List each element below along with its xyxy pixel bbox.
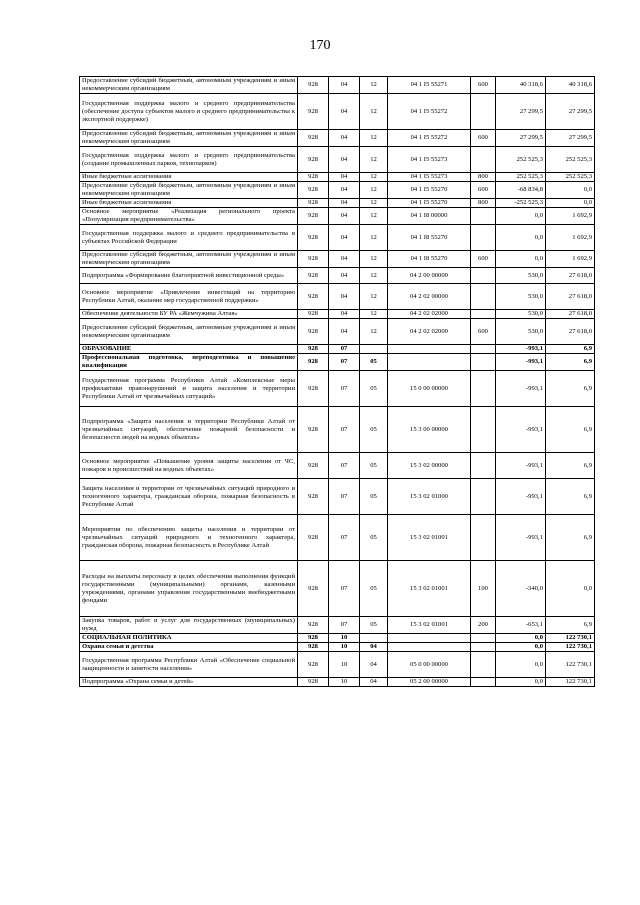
row-target-code: 04 1 I5 55273 (388, 173, 471, 182)
row-code: 928 (298, 284, 329, 310)
table-row (80, 310, 595, 319)
row-expense-type (471, 208, 496, 225)
row-expense-type (471, 479, 496, 515)
row-section: 07 (329, 617, 360, 634)
row-target-code: 15 3 02 01001 (388, 561, 471, 617)
row-amount-2: 6,9 (546, 371, 595, 407)
row-amount-2: 0,0 (546, 182, 595, 199)
row-subsection: 12 (360, 319, 388, 345)
row-amount-2: 27 618,0 (546, 284, 595, 310)
row-subsection: 05 (360, 354, 388, 371)
table-row (80, 208, 595, 225)
row-expense-type: 600 (471, 130, 496, 147)
row-section: 04 (329, 284, 360, 310)
row-name: Основное мероприятие «Привлечение инвестиций на территорию Республики Алтай, оказание мер государственной поддержки» (80, 284, 298, 310)
row-amount-2: 252 525,3 (546, 173, 595, 182)
row-amount-1: 0,0 (496, 208, 546, 225)
row-amount-1: 252 525,3 (496, 147, 546, 173)
row-target-code: 15 3 02 01001 (388, 617, 471, 634)
row-code: 928 (298, 371, 329, 407)
row-amount-2: 1 692,9 (546, 251, 595, 268)
row-target-code: 15 3 02 00000 (388, 453, 471, 479)
table-row (80, 94, 595, 130)
row-amount-1: -993,1 (496, 345, 546, 354)
row-expense-type: 800 (471, 173, 496, 182)
row-target-code: 04 1 I5 55271 (388, 77, 471, 94)
row-name: Подпрограмма «Защита населения и территории Республики Алтай от чрезвычайных ситуаций, обеспечение пожарной безопасности и безопасности людей на водных объектах» (80, 407, 298, 453)
row-name: Закупка товаров, работ и услуг для государственных (муниципальных) нужд (80, 617, 298, 634)
row-target-code: 04 2 00 00000 (388, 268, 471, 284)
row-expense-type (471, 652, 496, 678)
row-amount-1: 0,0 (496, 652, 546, 678)
row-subsection (360, 345, 388, 354)
row-target-code: 15 3 02 01001 (388, 515, 471, 561)
row-target-code: 04 1 I5 55270 (388, 182, 471, 199)
row-section: 07 (329, 371, 360, 407)
table-row (80, 173, 595, 182)
row-code: 928 (298, 147, 329, 173)
row-amount-1: -252 525,3 (496, 199, 546, 208)
row-target-code: 04 1 I8 55270 (388, 251, 471, 268)
row-target-code: 04 2 02 02000 (388, 319, 471, 345)
row-amount-1: 0,0 (496, 634, 546, 643)
row-section: 10 (329, 643, 360, 652)
row-section: 04 (329, 94, 360, 130)
table-row (80, 561, 595, 617)
table-row (80, 617, 595, 634)
row-amount-1: -340,0 (496, 561, 546, 617)
row-amount-1: 530,0 (496, 268, 546, 284)
row-name: Основное мероприятие «Повышение уровня защиты населения от ЧС, пожаров и происшествий на водных объектах» (80, 453, 298, 479)
row-subsection: 05 (360, 515, 388, 561)
row-subsection: 12 (360, 130, 388, 147)
row-expense-type (471, 453, 496, 479)
row-subsection: 12 (360, 173, 388, 182)
row-section: 10 (329, 678, 360, 687)
row-subsection: 05 (360, 561, 388, 617)
row-target-code: 04 1 I5 55273 (388, 147, 471, 173)
row-name: Государственная программа Республики Алтай «Обеспечение социальной защищенности и занятости населения» (80, 652, 298, 678)
row-code: 928 (298, 561, 329, 617)
row-target-code: 04 1 I5 55270 (388, 199, 471, 208)
row-amount-2: 122 730,1 (546, 634, 595, 643)
row-name: Предоставление субсидий бюджетным, автономным учреждениям и иным некоммерческим организациям (80, 319, 298, 345)
table-row (80, 319, 595, 345)
row-subsection: 12 (360, 199, 388, 208)
row-expense-type: 100 (471, 561, 496, 617)
row-section: 07 (329, 479, 360, 515)
row-code: 928 (298, 182, 329, 199)
row-name: ОБРАЗОВАНИЕ (80, 345, 298, 354)
row-code: 928 (298, 130, 329, 147)
row-amount-2: 0,0 (546, 561, 595, 617)
row-expense-type (471, 678, 496, 687)
row-subsection: 12 (360, 182, 388, 199)
row-name: Защита населения и территории от чрезвычайных ситуаций природного и техногенного характера, гражданская оборона, пожарная безопасность в Республике Алтай (80, 479, 298, 515)
row-target-code: 05 2 00 00000 (388, 678, 471, 687)
table-row (80, 251, 595, 268)
row-subsection: 12 (360, 94, 388, 130)
row-amount-2: 6,9 (546, 407, 595, 453)
row-code: 928 (298, 354, 329, 371)
row-subsection: 05 (360, 371, 388, 407)
row-code: 928 (298, 94, 329, 130)
row-subsection: 04 (360, 652, 388, 678)
row-amount-2: 27 618,0 (546, 310, 595, 319)
row-target-code (388, 354, 471, 371)
row-target-code: 05 0 00 00000 (388, 652, 471, 678)
row-amount-2: 1 692,9 (546, 208, 595, 225)
row-subsection: 12 (360, 268, 388, 284)
row-expense-type (471, 310, 496, 319)
row-section: 07 (329, 515, 360, 561)
row-amount-1: 0,0 (496, 225, 546, 251)
row-amount-1: -993,1 (496, 479, 546, 515)
row-name: СОЦИАЛЬНАЯ ПОЛИТИКА (80, 634, 298, 643)
table-row (80, 479, 595, 515)
row-amount-1: 530,0 (496, 310, 546, 319)
row-amount-2: 6,9 (546, 617, 595, 634)
row-amount-1: 0,0 (496, 251, 546, 268)
row-amount-2: 27 618,0 (546, 268, 595, 284)
row-amount-1: 27 299,5 (496, 130, 546, 147)
row-section: 04 (329, 319, 360, 345)
row-amount-2: 27 299,5 (546, 94, 595, 130)
row-target-code: 04 2 02 00000 (388, 284, 471, 310)
row-amount-2: 122 730,1 (546, 652, 595, 678)
table-row (80, 515, 595, 561)
row-code: 928 (298, 173, 329, 182)
row-amount-1: 27 299,5 (496, 94, 546, 130)
row-expense-type (471, 268, 496, 284)
row-amount-1: 40 318,6 (496, 77, 546, 94)
table-row (80, 199, 595, 208)
row-name: Мероприятия по обеспечению защиты населения и территории от чрезвычайных ситуаций природного и техногенного характера, гражданская оборона, пожарная безопасность в Республике Алтай (80, 515, 298, 561)
row-name: Предоставление субсидий бюджетным, автономным учреждениям и иным некоммерческим организациям (80, 130, 298, 147)
page-number: 170 (309, 38, 331, 53)
row-code: 928 (298, 225, 329, 251)
row-name: Подпрограмма «Формирование благоприятной инвестиционной среды» (80, 268, 298, 284)
row-subsection (360, 634, 388, 643)
table-row (80, 643, 595, 652)
row-amount-1: -993,1 (496, 354, 546, 371)
row-name: Иные бюджетные ассигнования (80, 199, 298, 208)
row-name: Государственная поддержка малого и среднего предпринимательства (создание промышленных парков, технопарков) (80, 147, 298, 173)
row-section: 07 (329, 345, 360, 354)
row-code: 928 (298, 251, 329, 268)
row-subsection: 05 (360, 479, 388, 515)
table-row (80, 407, 595, 453)
table-row (80, 284, 595, 310)
table-row (80, 354, 595, 371)
row-name: Иные бюджетные ассигнования (80, 173, 298, 182)
row-subsection: 05 (360, 407, 388, 453)
row-name: Обеспечение деятельности БУ РА «Жемчужина Алтая» (80, 310, 298, 319)
row-name: Подпрограмма «Охрана семьи и детей» (80, 678, 298, 687)
row-name: Государственная поддержка малого и среднего предпринимательства (обеспечение доступа субъектов малого и среднего предпринимательства к экспортной поддержке) (80, 94, 298, 130)
row-amount-2: 27 618,0 (546, 319, 595, 345)
row-code: 928 (298, 208, 329, 225)
row-expense-type (471, 94, 496, 130)
row-target-code: 15 3 02 01000 (388, 479, 471, 515)
row-section: 04 (329, 208, 360, 225)
row-expense-type (471, 345, 496, 354)
table-row (80, 225, 595, 251)
row-amount-1: -993,1 (496, 453, 546, 479)
row-code: 928 (298, 199, 329, 208)
row-code: 928 (298, 678, 329, 687)
row-code: 928 (298, 345, 329, 354)
table-row (80, 268, 595, 284)
row-subsection: 12 (360, 77, 388, 94)
row-target-code: 04 1 I5 55272 (388, 94, 471, 130)
row-expense-type (471, 147, 496, 173)
row-amount-2: 40 318,6 (546, 77, 595, 94)
row-subsection: 04 (360, 643, 388, 652)
budget-table (79, 76, 595, 687)
row-subsection: 12 (360, 147, 388, 173)
row-target-code: 04 2 02 02000 (388, 310, 471, 319)
row-amount-1: -993,1 (496, 371, 546, 407)
table-row (80, 130, 595, 147)
row-expense-type: 600 (471, 319, 496, 345)
row-subsection: 12 (360, 208, 388, 225)
row-code: 928 (298, 319, 329, 345)
row-amount-2: 6,9 (546, 345, 595, 354)
row-code: 928 (298, 643, 329, 652)
table-row (80, 345, 595, 354)
row-name: Государственная программа Республики Алтай «Комплексные меры профилактики правонарушений и защита населения и территории Республики Алтай от чрезвычайных ситуаций» (80, 371, 298, 407)
row-amount-1: 0,0 (496, 678, 546, 687)
row-subsection: 12 (360, 225, 388, 251)
row-expense-type (471, 371, 496, 407)
row-target-code (388, 643, 471, 652)
row-code: 928 (298, 407, 329, 453)
row-expense-type: 600 (471, 77, 496, 94)
row-target-code: 04 1 I8 00000 (388, 208, 471, 225)
row-subsection: 04 (360, 678, 388, 687)
row-section: 04 (329, 268, 360, 284)
row-amount-2: 122 730,1 (546, 678, 595, 687)
row-amount-2: 0,0 (546, 199, 595, 208)
row-subsection: 12 (360, 251, 388, 268)
row-name: Предоставление субсидий бюджетным, автономным учреждениям и иным некоммерческим организациям (80, 77, 298, 94)
row-section: 07 (329, 453, 360, 479)
row-amount-1: -993,1 (496, 407, 546, 453)
row-section: 10 (329, 652, 360, 678)
row-expense-type (471, 225, 496, 251)
row-name: Расходы на выплаты персоналу в целях обеспечения выполнения функций государственными (муниципальными) органами, казенными учреждениями, органами управления государственными внебюджетными фондами (80, 561, 298, 617)
table-row (80, 678, 595, 687)
row-amount-2: 1 692,9 (546, 225, 595, 251)
row-expense-type: 200 (471, 617, 496, 634)
row-section: 04 (329, 130, 360, 147)
row-expense-type (471, 284, 496, 310)
row-code: 928 (298, 453, 329, 479)
row-code: 928 (298, 268, 329, 284)
row-subsection: 12 (360, 284, 388, 310)
row-expense-type (471, 407, 496, 453)
row-target-code: 15 0 00 00000 (388, 371, 471, 407)
row-target-code (388, 634, 471, 643)
row-expense-type: 800 (471, 199, 496, 208)
budget-table-body (80, 77, 595, 687)
row-amount-1: 0,0 (496, 643, 546, 652)
row-amount-2: 252 525,3 (546, 147, 595, 173)
row-amount-2: 6,9 (546, 479, 595, 515)
row-section: 04 (329, 225, 360, 251)
row-expense-type (471, 354, 496, 371)
row-expense-type (471, 643, 496, 652)
table-row (80, 371, 595, 407)
row-code: 928 (298, 634, 329, 643)
row-expense-type (471, 634, 496, 643)
row-section: 07 (329, 407, 360, 453)
table-row (80, 147, 595, 173)
row-amount-1: -68 834,8 (496, 182, 546, 199)
row-target-code: 04 1 I5 55272 (388, 130, 471, 147)
row-name: Предоставление субсидий бюджетным, автономным учреждениям и иным некоммерческим организациям (80, 251, 298, 268)
row-subsection: 12 (360, 310, 388, 319)
row-expense-type: 600 (471, 251, 496, 268)
row-section: 04 (329, 182, 360, 199)
row-amount-2: 6,9 (546, 515, 595, 561)
table-row (80, 182, 595, 199)
row-code: 928 (298, 652, 329, 678)
row-code: 928 (298, 617, 329, 634)
row-amount-1: 530,0 (496, 319, 546, 345)
row-section: 07 (329, 561, 360, 617)
row-amount-2: 27 299,5 (546, 130, 595, 147)
row-amount-1: 530,0 (496, 284, 546, 310)
row-amount-2: 122 730,1 (546, 643, 595, 652)
row-target-code: 04 1 I8 55270 (388, 225, 471, 251)
row-code: 928 (298, 479, 329, 515)
row-section: 04 (329, 199, 360, 208)
table-row (80, 453, 595, 479)
row-amount-2: 6,9 (546, 453, 595, 479)
table-row (80, 652, 595, 678)
row-expense-type (471, 515, 496, 561)
row-section: 04 (329, 77, 360, 94)
row-code: 928 (298, 77, 329, 94)
row-target-code: 15 3 00 00000 (388, 407, 471, 453)
row-section: 04 (329, 147, 360, 173)
row-amount-1: -993,1 (496, 515, 546, 561)
row-section: 04 (329, 251, 360, 268)
row-name: Предоставление субсидий бюджетным, автономным учреждениям и иным некоммерческим организациям (80, 182, 298, 199)
row-name: Охрана семьи и детства (80, 643, 298, 652)
row-section: 04 (329, 173, 360, 182)
table-row (80, 634, 595, 643)
row-section: 04 (329, 310, 360, 319)
row-subsection: 05 (360, 453, 388, 479)
row-code: 928 (298, 310, 329, 319)
row-name: Государственная поддержка малого и среднего предпринимательства в субъектах Российской Федерации (80, 225, 298, 251)
row-expense-type: 600 (471, 182, 496, 199)
row-section: 10 (329, 634, 360, 643)
row-name: Основное мероприятие «Реализация регионального проекта «Популяризация предпринимательства» (80, 208, 298, 225)
row-amount-1: 252 525,3 (496, 173, 546, 182)
row-code: 928 (298, 515, 329, 561)
row-amount-1: -653,1 (496, 617, 546, 634)
row-subsection: 05 (360, 617, 388, 634)
row-name: Профессиональная подготовка, переподготовка и повышение квалификации (80, 354, 298, 371)
row-amount-2: 6,9 (546, 354, 595, 371)
row-target-code (388, 345, 471, 354)
row-section: 07 (329, 354, 360, 371)
table-row (80, 77, 595, 94)
